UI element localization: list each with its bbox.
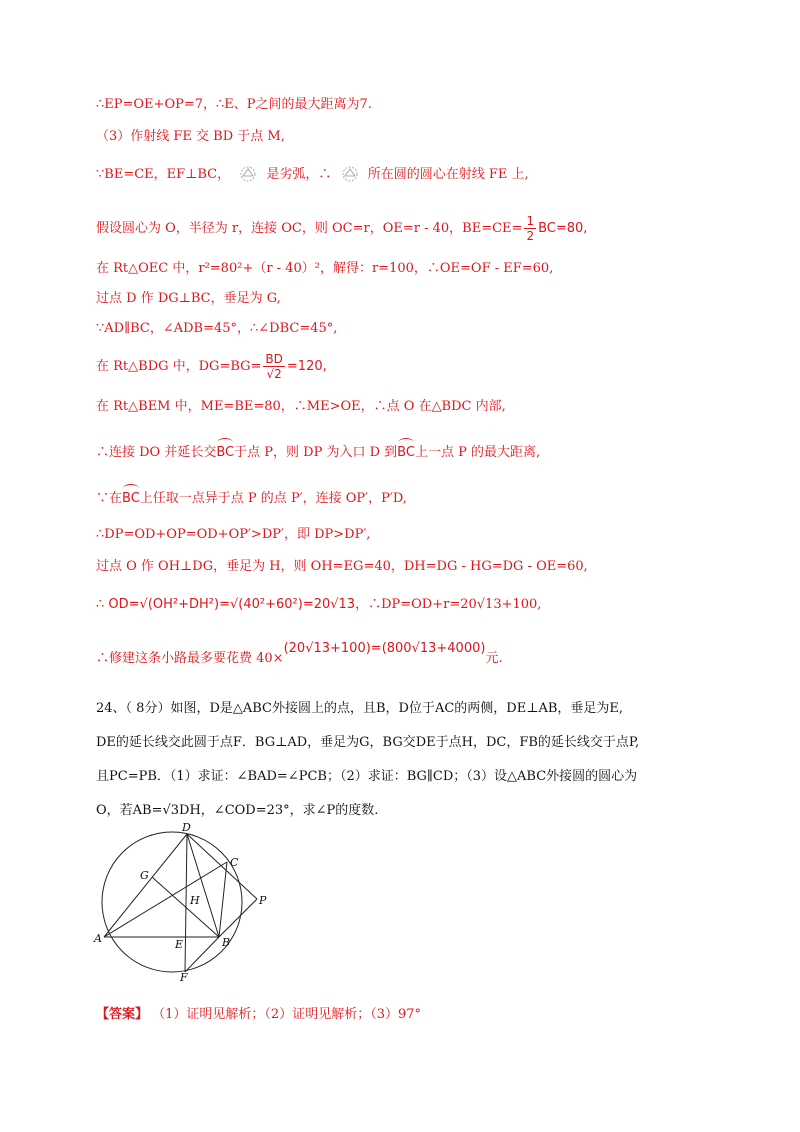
segment-cb: [219, 862, 227, 937]
line14-part-c: ，∴DP=OD+r=20√13+100,: [355, 597, 542, 612]
geometry-figure: [92, 822, 282, 986]
label-c: C: [230, 856, 239, 869]
answer-tag: 【答案】: [96, 1007, 149, 1022]
fraction-bd-root2: [263, 352, 284, 381]
segment-ac: [104, 862, 227, 937]
line11-part-b: 上任取一点异于点 P 的点 P′，连接 OP′，P′D,: [139, 491, 407, 506]
solution-line-12: ∴DP=OD+OP=OD+OP′>DP′，即 DP>DP′,: [96, 527, 371, 542]
problem-line-4: O，若AB=√3DH，∠COD=23°，求∠P的度数.: [96, 803, 379, 818]
label-b: B: [222, 936, 231, 949]
solution-line-2: （3）作射线 FE 交 BD 于点 M,: [96, 129, 285, 144]
arc-bc-label: BC: [397, 438, 415, 462]
segment-fb: [185, 937, 219, 972]
solution-line-3: [96, 164, 529, 184]
segment-bp: [219, 899, 257, 937]
solution-line-15: [96, 641, 503, 668]
solution-line-9: 在 Rt△BEM 中，ME=BE=80，∴ME>OE，∴点 O 在△BDC 内部,: [96, 399, 506, 414]
solution-line-6: 过点 D 作 DG⊥BC，垂足为 G,: [96, 291, 281, 306]
solution-line-14: [96, 596, 541, 614]
solution-line-1: ∴EP=OE+OP=7，∴E、P之间的最大距离为7.: [96, 97, 372, 112]
solution-line-7: ∵AD∥BC，∠ADB=45°，∴∠DBC=45°,: [96, 321, 338, 336]
fraction-denominator: 2: [526, 229, 535, 243]
answer-text: （1）证明见解析；（2）证明见解析；（3）97°: [152, 1007, 422, 1022]
arc-image-icon: [237, 164, 259, 184]
line11-part-a: ∵在: [96, 491, 123, 506]
problem-line-3: 且PC=PB．（1）求证：∠BAD=∠PCB；（2）求证：BG∥CD；（3）设△ABC外接圆的圆心为: [96, 769, 638, 784]
line4-part-a: 假设圆心为 O，半径为 r，连接 OC，则 OC=r，OE=r - 40，BE=CE=: [96, 221, 523, 236]
line8-part-a: 在 Rt△BDG 中，DG=BG=: [96, 359, 262, 374]
label-g: G: [140, 869, 149, 882]
cost-formula: (20√13+100)=(800√13+4000): [283, 641, 486, 656]
line3-part-a: ∵BE=CE，EF⊥BC，: [96, 167, 231, 182]
solution-line-11: [96, 484, 407, 508]
solution-line-4: [96, 214, 587, 243]
line4-part-b: BC=80,: [538, 221, 588, 236]
fraction-half: [524, 214, 536, 243]
od-formula: OD=√(OH²+DH²)=√(40²+60²)=20√13: [108, 597, 356, 612]
problem-line-1: 24、（ 8分）如图，D是△ABC外接圆上的点，且B，D位于AC的两侧，DE⊥AB，垂足为E,: [96, 701, 624, 716]
problem-line-2: DE的延长线交此圆于点F．BG⊥AD，垂足为G，BG交DE于点H，DC，FB的延长线交于点P,: [96, 735, 640, 750]
label-p: P: [259, 894, 267, 907]
solution-line-8: [96, 352, 327, 381]
line10-part-a: ∴连接 DO 并延长交: [96, 445, 217, 460]
line10-part-c: 上一点 P 的最大距离,: [414, 445, 541, 460]
arc-bc-label: BC: [216, 438, 234, 462]
label-d: D: [182, 822, 191, 834]
line3-part-b: 是劣弧，∴: [266, 167, 332, 182]
fraction-numerator: BD: [265, 352, 283, 366]
line3-part-c: 所在圆的圆心在射线 FE 上,: [367, 167, 529, 182]
solution-line-10: [96, 438, 540, 462]
fraction-denominator: √2: [266, 367, 282, 381]
line14-part-a: ∴: [96, 597, 105, 612]
label-h: H: [190, 894, 200, 907]
line8-part-b: =120,: [286, 359, 327, 374]
label-e: E: [175, 938, 184, 951]
segment-ad: [104, 834, 187, 937]
line10-part-b: 于点 P，则 DP 为入口 D 到: [234, 445, 398, 460]
label-a: A: [94, 932, 102, 945]
line15-part-a: ∴修建这条小路最多要花费 40×: [96, 651, 284, 666]
solution-line-5: 在 Rt△OEC 中，r²=80²+（r - 40）²，解得：r=100，∴OE=OF - EF=60,: [96, 261, 554, 276]
arc-bc-label: BC: [122, 484, 140, 508]
label-f: F: [180, 971, 188, 982]
fraction-numerator: 1: [526, 214, 535, 228]
line15-part-c: 元.: [485, 651, 503, 666]
segment-df: [185, 834, 187, 972]
arc-image-icon: [339, 164, 361, 184]
answer-line: [96, 1006, 421, 1024]
solution-line-13: 过点 O 作 OH⊥DG，垂足为 H，则 OH=EG=40，DH=DG - HG=DG - OE=60,: [96, 559, 588, 574]
